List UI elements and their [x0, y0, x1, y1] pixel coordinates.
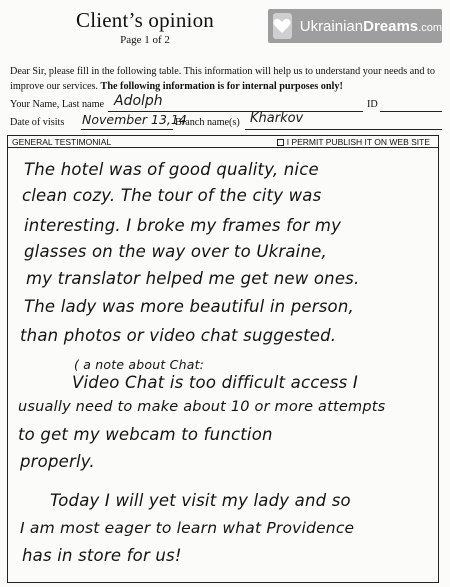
brand-name — [300, 18, 442, 35]
testimonial-line: The hotel was of good quality, nice — [24, 160, 319, 179]
intro-text: Dear Sir, please fill in the following table. This information will help us to understand your needs and to improve our services. — [10, 66, 435, 92]
testimonial-line: interesting. I broke my frames for my — [24, 216, 342, 235]
testimonial-line: glasses on the way over to Ukraine, — [24, 242, 327, 261]
visits-label: Date of visits — [10, 117, 65, 128]
name-label: Your Name, Last name — [10, 99, 105, 110]
testimonial-line: Today I will yet visit my lady and so — [50, 491, 351, 510]
id-underline — [380, 111, 442, 112]
permit-checkbox[interactable] — [277, 139, 284, 146]
testimonial-line: I am most eager to learn what Providence — [20, 519, 355, 537]
section-label: GENERAL TESTIMONIAL — [12, 137, 112, 147]
brand-name-light: Ukrainian — [299, 17, 364, 35]
permit-option[interactable] — [277, 137, 430, 147]
brand-logo — [268, 9, 442, 43]
brand-name-bold: Dreams — [363, 17, 419, 35]
testimonial-line: properly. — [20, 452, 95, 471]
intro-paragraph — [10, 64, 442, 94]
branch-label: Branch name(s) — [175, 117, 240, 128]
branch-field[interactable]: Kharkov — [250, 111, 304, 126]
testimonial-line: ( a note about Chat: — [74, 357, 205, 372]
id-label: ID — [367, 99, 378, 110]
internal-notice: The following information is for internal purposes only! — [100, 81, 343, 92]
brand-tld: .com — [418, 21, 442, 34]
form-title: Client’s opinion — [76, 8, 214, 32]
testimonial-line: my translator helped me get new ones. — [26, 269, 360, 288]
testimonial-line: clean cozy. The tour of the city was — [22, 186, 322, 205]
testimonial-line: than photos or video chat suggested. — [20, 326, 337, 345]
testimonial-line: has in store for us! — [22, 546, 182, 565]
testimonial-line: to get my webcam to function — [18, 425, 273, 444]
name-field[interactable]: Adolph — [114, 93, 163, 109]
page-indicator: Page 1 of 2 — [120, 34, 170, 46]
heart-icon — [273, 13, 292, 39]
testimonial-line: Video Chat is too difficult access I — [72, 373, 358, 392]
permit-label: I PERMIT PUBLISH IT ON WEB SITE — [286, 137, 430, 147]
testimonial-line: usually need to make about 10 or more attempts — [18, 399, 386, 415]
branch-underline — [245, 129, 442, 130]
visits-underline — [81, 129, 173, 130]
testimonial-header — [8, 136, 438, 148]
testimonial-line: The lady was more beautiful in person, — [24, 297, 354, 316]
visits-field[interactable]: November 13,14 — [82, 112, 187, 127]
